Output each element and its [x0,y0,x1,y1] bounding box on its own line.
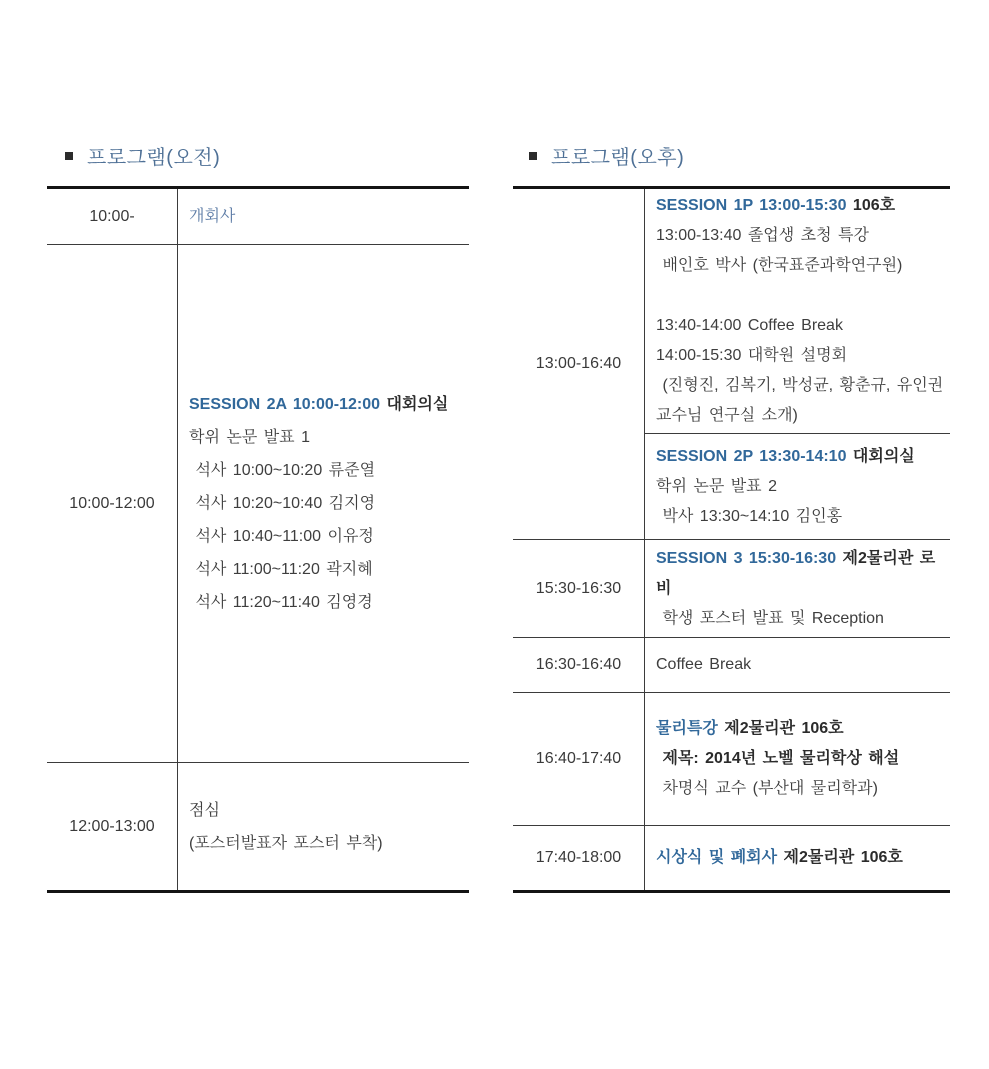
content-cell [645,638,950,692]
text-segment: 석사 11:00~11:20 곽지혜 [189,561,373,578]
text-segment: Coffee Break [656,656,752,673]
content-line [656,544,946,604]
time-label: 15:30-16:30 [535,579,622,597]
content-line [656,650,946,680]
time-cell [513,638,645,692]
content-line [656,341,946,371]
square-bullet-icon [65,152,73,160]
text-segment: (진형진, 김복기, 박성균, 황춘규, 유인권 [656,377,944,394]
content-cell [645,540,950,637]
content-line [656,714,946,744]
content-line [189,454,465,487]
time-label: 16:30-16:40 [535,656,622,673]
content-cell [645,189,950,539]
content-cell [178,763,469,890]
afternoon-schedule-table [513,186,950,893]
content-line [656,281,946,311]
content-line [656,442,946,472]
schedule-row [513,189,950,540]
content-line [656,401,946,431]
content-subcell [645,693,950,825]
text-segment: 시상식 및 폐회사 [656,849,784,866]
content-cell [178,245,469,762]
text-segment: SESSION 2P 13:30-14:10 [656,448,853,465]
schedule-row [47,189,469,245]
text-segment: 13:00-13:40 졸업생 초청 특강 [656,227,869,244]
content-line [656,502,946,532]
content-subcell [645,638,950,692]
content-subcell [178,189,469,244]
text-segment: 석사 10:00~10:20 류준열 [189,462,376,479]
text-segment: SESSION 1P 13:00-15:30 [656,197,853,214]
afternoon-program-title-text: 프로그램(오후) [551,147,685,169]
content-line [189,421,465,454]
afternoon-program-title [529,141,684,170]
content-line [189,388,465,421]
content-subcell [178,763,469,890]
content-subcell [645,540,950,637]
time-label: 13:00-16:40 [535,355,622,372]
text-segment: 차명식 교수 (부산대 물리학과) [656,780,878,797]
text-segment: 14:00-15:30 대학원 설명회 [656,347,848,364]
time-cell [47,189,178,244]
morning-schedule-table [47,186,469,893]
content-line [656,221,946,251]
content-line [656,311,946,341]
schedule-row [513,693,950,826]
text-segment: 대회의실 [386,396,449,413]
time-label: 12:00-13:00 [69,817,155,835]
text-segment: 물리특강 [656,720,725,737]
content-subcell [645,189,950,434]
content-cell [645,693,950,825]
content-line [189,586,465,619]
text-segment: 학생 포스터 발표 및 Reception [656,609,884,627]
time-cell [513,540,645,637]
content-line [656,774,946,804]
text-segment: 106호 [852,197,896,214]
text-segment: 석사 10:20~10:40 김지영 [189,495,376,512]
text-segment: 제2물리관 로비 [656,549,936,597]
text-segment: (포스터발표자 포스터 부착) [189,834,383,852]
text-segment: 개회사 [189,208,236,225]
text-segment: 제목: 2014년 노벨 물리학상 해설 [656,750,900,767]
time-label: 16:40-17:40 [535,750,622,767]
text-segment: 13:40-14:00 Coffee Break [656,317,843,334]
content-line [656,843,946,873]
schedule-row [513,826,950,890]
text-segment: 제2물리관 106호 [783,849,903,866]
text-segment [656,287,662,304]
text-segment: 교수님 연구실 소개) [656,407,798,424]
content-line [656,472,946,502]
content-line [656,191,946,221]
content-line [189,553,465,586]
text-segment: 배인호 박사 (한국표준과학연구원) [656,257,903,274]
content-line [189,520,465,553]
content-line [189,200,465,233]
time-cell [513,189,645,539]
text-segment: 대회의실 [852,448,915,465]
content-subcell [178,245,469,762]
content-line [189,794,465,827]
content-line [656,371,946,401]
content-cell [645,826,950,890]
time-label: 10:00- [89,207,135,225]
content-line [189,487,465,520]
content-cell [178,189,469,244]
text-segment: 점심 [189,801,220,819]
time-label: 10:00-12:00 [69,494,155,512]
text-segment: 박사 13:30~14:10 김인홍 [656,508,843,525]
text-segment: SESSION 3 15:30-16:30 [656,549,843,567]
content-subcell [645,826,950,890]
text-segment: 학위 논문 발표 2 [656,478,777,495]
time-cell [513,826,645,890]
content-line [189,827,465,860]
text-segment: 석사 10:40~11:00 이유정 [189,528,374,545]
schedule-row [47,763,469,890]
content-line [656,604,946,634]
morning-program-title-text: 프로그램(오전) [87,147,221,169]
text-segment: 석사 11:20~11:40 김영경 [189,594,373,611]
time-cell [513,693,645,825]
time-label: 17:40-18:00 [535,849,622,866]
content-line [656,744,946,774]
square-bullet-icon [529,152,537,160]
text-segment: 제2물리관 106호 [724,720,844,737]
content-subcell [645,434,950,540]
time-cell [47,763,178,890]
time-cell [47,245,178,762]
schedule-row [513,540,950,638]
content-line [656,251,946,281]
morning-program-title [65,141,220,170]
text-segment: SESSION 2A 10:00-12:00 [189,396,387,413]
schedule-row [47,245,469,763]
schedule-row [513,638,950,693]
text-segment: 학위 논문 발표 1 [189,429,310,446]
